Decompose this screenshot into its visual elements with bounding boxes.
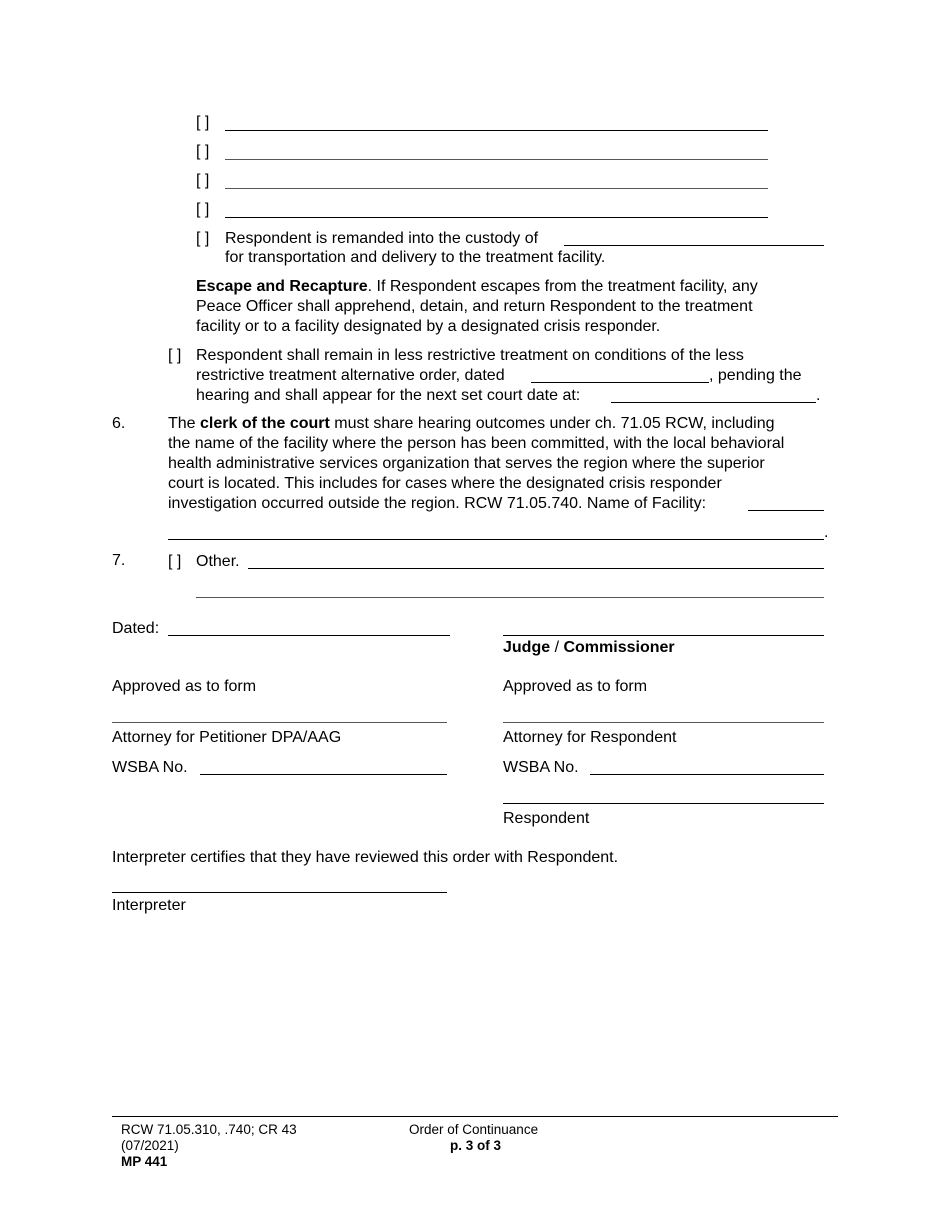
escape-heading: Escape and Recapture (196, 278, 368, 295)
remand-text: Respondent is remanded into the custody of (225, 230, 539, 247)
petitioner-attorney-signature-line[interactable] (112, 722, 447, 723)
checkbox[interactable]: [ ] (168, 347, 182, 364)
lrt-line-2b: , pending the (709, 367, 802, 384)
escape-text: . If Respondent escapes from the treatment facility, any (367, 278, 758, 295)
dated-fill-line[interactable] (168, 635, 450, 636)
checkbox[interactable]: [ ] (168, 553, 182, 570)
dated-label: Dated: (112, 620, 160, 637)
s6-text-a: The (168, 415, 196, 432)
lrt-line-2a: restrictive treatment alternative order, dated (196, 367, 505, 384)
s6-text-b: must share hearing outcomes under ch. 71.05 RCW, including (334, 415, 775, 432)
footer-page: p. 3 of 3 (450, 1138, 502, 1153)
respondent-signature-line[interactable] (503, 803, 824, 804)
other-fill-line-2[interactable] (196, 597, 824, 598)
facility-fill-line-2[interactable] (168, 539, 824, 540)
lrt-line-1: Respondent shall remain in less restrictive treatment on conditions of the less (196, 347, 744, 364)
wsba-right-label: WSBA No. (503, 759, 579, 776)
respondent-label: Respondent (503, 810, 590, 827)
section-6-line-2: the name of the facility where the person has been committed, with the local behavioral (168, 435, 785, 452)
footer-title: Order of Continuance (409, 1122, 539, 1137)
interpreter-label: Interpreter (112, 897, 186, 914)
slash: / (550, 639, 564, 656)
remand-text-2: for transportation and delivery to the treatment facility. (225, 249, 606, 266)
lrt-line-3: hearing and shall appear for the next set court date at: (196, 387, 581, 404)
approved-left: Approved as to form (112, 678, 257, 695)
escape-line-2: Peace Officer shall apprehend, detain, and return Respondent to the treatment (196, 298, 753, 315)
footer-revision: (07/2021) (121, 1138, 179, 1153)
fill-line[interactable] (225, 188, 768, 189)
checkbox[interactable]: [ ] (196, 230, 210, 247)
section-6-line-3: health administrative services organization that serves the region where the superior (168, 455, 765, 472)
footer-rule (112, 1116, 838, 1117)
section-6-line-1 (168, 414, 775, 434)
facility-fill-line-1[interactable] (748, 510, 824, 511)
other-label: Other. (196, 553, 240, 570)
lrt-line-3-end: . (816, 387, 821, 404)
checkbox[interactable]: [ ] (196, 172, 210, 189)
escape-line-1 (196, 277, 758, 297)
other-fill-line-1[interactable] (248, 568, 824, 569)
judge-commissioner-label (503, 638, 675, 658)
checkbox[interactable]: [ ] (196, 201, 210, 218)
attorney-respondent-label: Attorney for Respondent (503, 729, 677, 746)
section-6-line-4: court is located. This includes for cases where the designated crisis responder (168, 475, 722, 492)
fill-line[interactable] (225, 130, 768, 131)
interpreter-cert: Interpreter certifies that they have reviewed this order with Respondent. (112, 849, 619, 866)
section-7-number: 7. (112, 552, 126, 569)
fill-line[interactable] (225, 217, 768, 218)
footer-form-number: MP 441 (121, 1154, 168, 1169)
checkbox[interactable]: [ ] (196, 114, 210, 131)
checkbox[interactable]: [ ] (196, 143, 210, 160)
section-6-number: 6. (112, 415, 126, 432)
section-6-end: . (824, 524, 829, 541)
judge-label: Judge (503, 639, 551, 656)
court-date-fill-line[interactable] (611, 402, 816, 403)
wsba-right-fill-line[interactable] (590, 774, 824, 775)
custody-fill-line[interactable] (564, 245, 824, 246)
fill-line[interactable] (225, 159, 768, 160)
escape-line-3: facility or to a facility designated by a designated crisis responder. (196, 318, 661, 335)
wsba-left-fill-line[interactable] (200, 774, 447, 775)
wsba-left-label: WSBA No. (112, 759, 188, 776)
approved-right: Approved as to form (503, 678, 648, 695)
interpreter-signature-line[interactable] (112, 892, 447, 893)
clerk-bold: clerk of the court (200, 415, 330, 432)
respondent-attorney-signature-line[interactable] (503, 722, 824, 723)
attorney-petitioner-label: Attorney for Petitioner DPA/AAG (112, 729, 342, 746)
section-6-line-5: investigation occurred outside the region. RCW 71.05.740. Name of Facility: (168, 495, 707, 512)
lrt-date-fill-line[interactable] (531, 382, 709, 383)
commissioner-label: Commissioner (563, 639, 675, 656)
footer-statute: RCW 71.05.310, .740; CR 43 (121, 1122, 297, 1137)
judge-signature-line[interactable] (503, 635, 824, 636)
